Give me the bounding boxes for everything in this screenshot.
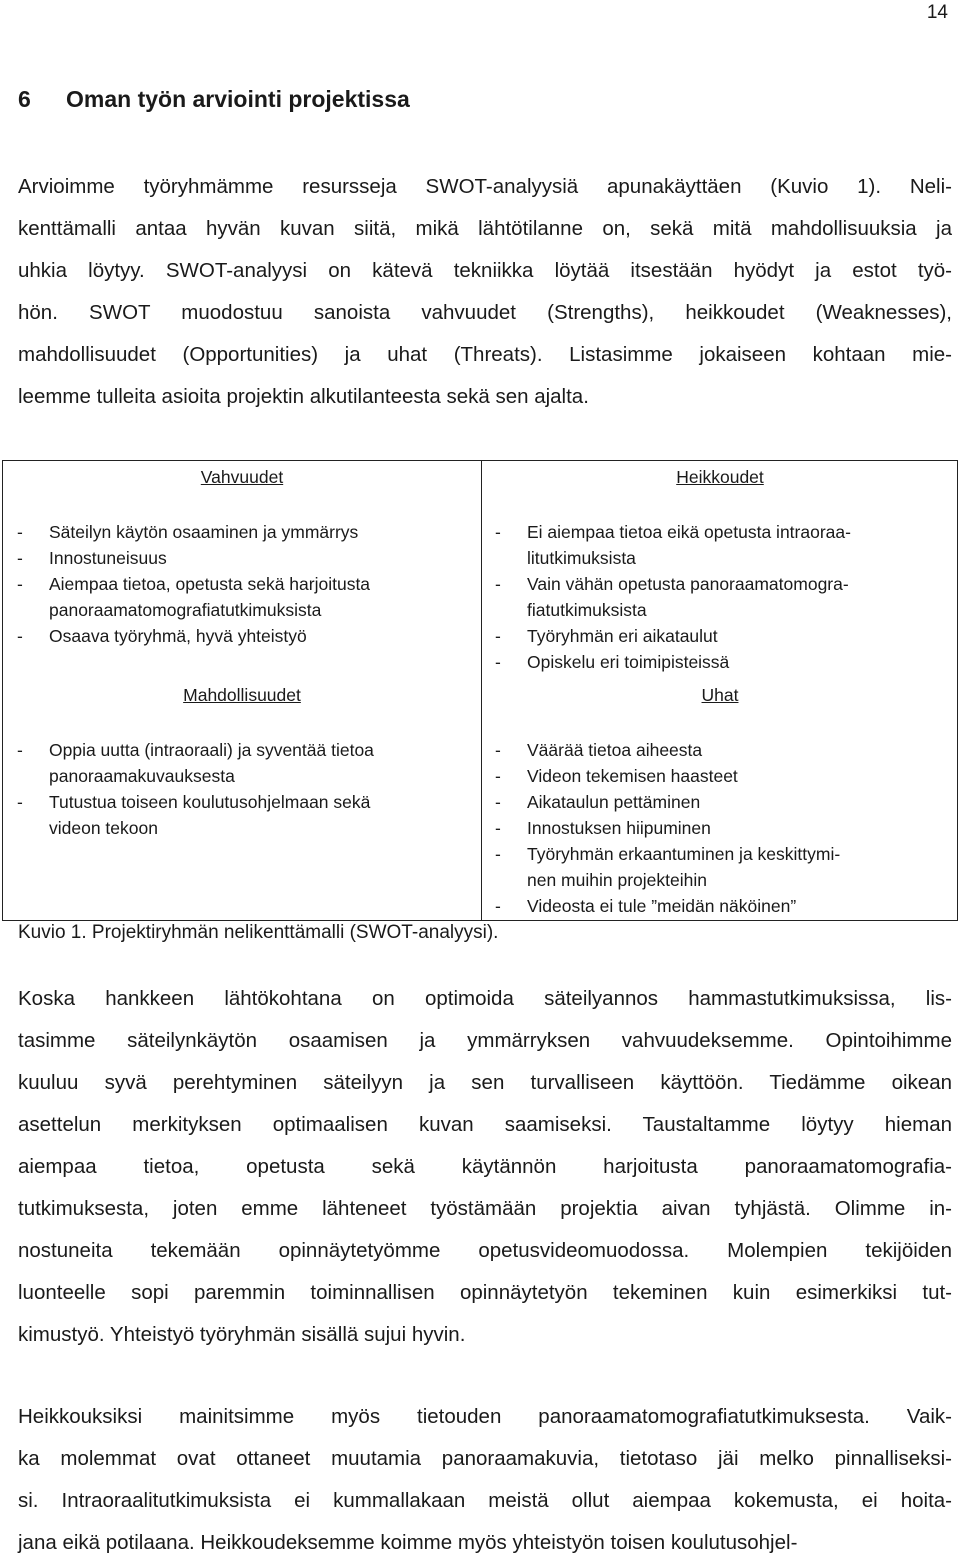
item-line: - Opiskelu eri toimipisteissä — [527, 652, 730, 672]
item-line: - Innostuksen hiipuminen — [527, 818, 711, 838]
text-line: tutkimuksesta, joten emme lähteneet työstämään projektia aivan tyhjästä. Olimme in- — [18, 1197, 952, 1220]
text-line: kenttämalli antaa hyvän kuvan siitä, mikä lähtötilanne on, sekä mitä mahdollisuuksia ja — [18, 217, 952, 240]
opportunities-item — [9, 789, 374, 841]
item-line: fiatutkimuksista — [527, 600, 647, 620]
text-line: jana eikä potilaana. Heikkoudeksemme koimme myös yhteistyön toisen koulutusohjel- — [18, 1531, 798, 1554]
item-line: - Työryhmän eri aikataulut — [527, 626, 718, 646]
text-line: hön. SWOT muodostuu sanoista vahvuudet (Strengths), heikkoudet (Weaknesses), — [18, 301, 952, 324]
threats-item — [487, 737, 840, 763]
strengths-item — [9, 623, 370, 649]
item-line: panoraamakuvauksesta — [49, 766, 235, 786]
item-line: - Väärää tietoa aiheesta — [527, 740, 703, 760]
strengths-item — [9, 519, 370, 545]
threats-item — [487, 893, 840, 919]
opportunities-list — [9, 737, 374, 841]
weaknesses-title: Heikkoudet — [676, 467, 764, 487]
threats-item — [487, 815, 840, 841]
text-line: kimustyö. Yhteistyö työryhmän sisällä sujui hyvin. — [18, 1323, 466, 1346]
threats-title: Uhat — [701, 685, 739, 705]
item-line: - Aikataulun pettäminen — [527, 792, 701, 812]
threats-item — [487, 763, 840, 789]
item-line: - Videosta ei tule ”meidän näköinen” — [527, 896, 797, 916]
section-heading — [18, 86, 410, 113]
text-line: Koska hankkeen lähtökohtana on optimoida säteilyannos hammastutkimuksissa, lis- — [18, 987, 952, 1010]
item-line: - Aiempaa tietoa, opetusta sekä harjoitusta — [49, 574, 371, 594]
section-title: Oman työn arviointi projektissa — [66, 86, 410, 112]
text-line: uhkia löytyy. SWOT-analyysi on kätevä tekniikka löytää itsestään hyödyt ja estot työ- — [18, 259, 952, 282]
item-line: - Ei aiempaa tietoa eikä opetusta intraoraa- — [527, 522, 851, 542]
strengths-list — [9, 519, 370, 649]
item-line: - Oppia uutta (intraoraali) ja syventää tietoa — [49, 740, 374, 760]
item-line: - Osaava työryhmä, hyvä yhteistyö — [49, 626, 307, 646]
item-line: - Videon tekemisen haasteet — [527, 766, 738, 786]
weaknesses-list — [487, 519, 851, 675]
weaknesses-item — [487, 571, 851, 623]
threats-item — [487, 789, 840, 815]
strengths-title: Vahvuudet — [200, 467, 284, 487]
item-line: - Työryhmän erkaantuminen ja keskittymi- — [527, 844, 841, 864]
strengths-item — [9, 545, 370, 571]
text-line: leemme tulleita asioita projektin alkutilanteesta sekä sen ajalta. — [18, 385, 589, 408]
text-line: Heikkouksiksi mainitsimme myös tietouden panoraamatomografiatutkimuksesta. Vaik- — [18, 1405, 952, 1428]
intro-paragraph — [18, 166, 952, 418]
item-line: nen muihin projekteihin — [527, 870, 707, 890]
strengths-paragraph — [18, 978, 952, 1356]
page-number: 14 — [926, 2, 948, 23]
text-line: mahdollisuudet (Opportunities) ja uhat (Threats). Listasimme jokaiseen kohtaan mie- — [18, 343, 952, 366]
text-line: kuuluu syvä perehtyminen säteilyyn ja sen turvalliseen käyttöön. Tiedämme oikean — [18, 1071, 952, 1094]
opportunities-item — [9, 737, 374, 789]
threats-item — [487, 841, 840, 893]
text-line: tasimme säteilynkäytön osaamisen ja ymmärryksen vahvuudeksemme. Opintoihimme — [18, 1029, 952, 1052]
item-line: litutkimuksista — [527, 548, 636, 568]
item-line: - Innostuneisuus — [49, 548, 167, 568]
item-line: - Säteilyn käytön osaaminen ja ymmärrys — [49, 522, 359, 542]
item-line: - Vain vähän opetusta panoraamatomogra- — [527, 574, 849, 594]
swot-matrix — [2, 460, 958, 921]
weaknesses-item — [487, 519, 851, 571]
threats-list — [487, 737, 840, 919]
figure-caption: Kuvio 1. Projektiryhmän nelikenttämalli (SWOT-analyysi). — [18, 922, 499, 943]
strengths-item — [9, 571, 370, 623]
text-line: nostuneita tekemään opinnäytetyömme opetusvideomuodossa. Molempien tekijöiden — [18, 1239, 952, 1262]
text-line: asettelun merkityksen optimaalisen kuvan saamiseksi. Taustaltamme löytyy hieman — [18, 1113, 952, 1136]
text-line: ka molemmat ovat ottaneet muutamia panoraamakuvia, tietotaso jäi melko pinnalliseksi- — [18, 1447, 952, 1470]
text-line: Arvioimme työryhmämme resursseja SWOT-analyysiä apunakäyttäen (Kuvio 1). Neli- — [18, 175, 952, 198]
weaknesses-item — [487, 623, 851, 649]
opportunities-title: Mahdollisuudet — [183, 685, 301, 705]
item-line: videon tekoon — [49, 818, 158, 838]
weaknesses-paragraph — [18, 1396, 952, 1564]
item-line: panoraamatomografiatutkimuksista — [49, 600, 322, 620]
text-line: si. Intraoraalitutkimuksista ei kummallakaan meistä ollut aiempaa kokemusta, ei hoita- — [18, 1489, 952, 1512]
weaknesses-item — [487, 649, 851, 675]
text-line: luonteelle sopi paremmin toiminnallisen opinnäytetyön tekeminen kuin esimerkiksi tut- — [18, 1281, 952, 1304]
section-number: 6 — [18, 86, 31, 112]
text-line: aiempaa tietoa, opetusta sekä käytännön harjoitusta panoraamatomografia- — [18, 1155, 952, 1178]
item-line: - Tutustua toiseen koulutusohjelmaan sekä — [49, 792, 371, 812]
